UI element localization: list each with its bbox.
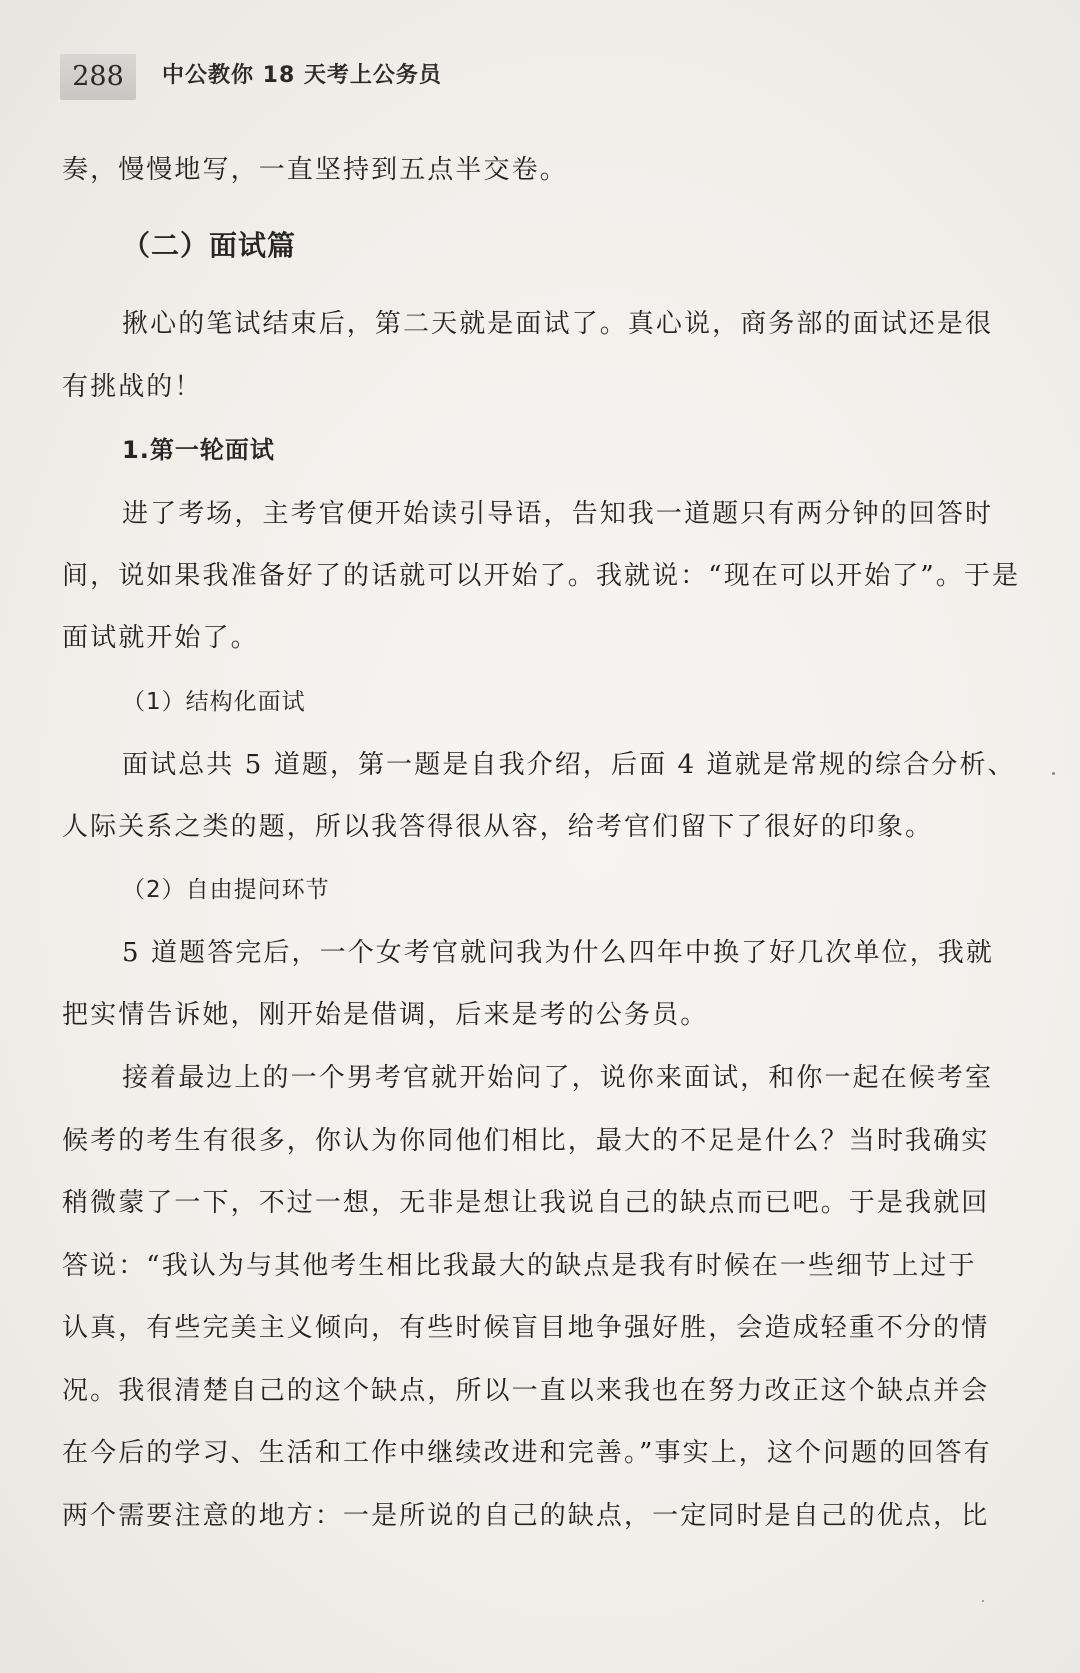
paper-speck xyxy=(982,1600,984,1602)
paragraph-line: 奏，慢慢地写，一直坚持到五点半交卷。 xyxy=(62,155,568,185)
running-header-title: 中公教你 18 天考上公务员 xyxy=(162,63,442,88)
paragraph-line: 间，说如果我准备好了的话就可以开始了。我就说：“现在可以开始了”。于是 xyxy=(62,561,1021,591)
paragraph-line: 人际关系之类的题，所以我答得很从容，给考官们留下了很好的印象。 xyxy=(62,812,934,842)
paragraph-line: 把实情告诉她，刚开始是借调，后来是考的公务员。 xyxy=(62,1000,709,1030)
paragraph-line: 在今后的学习、生活和工作中继续改进和完善。”事实上，这个问题的回答有 xyxy=(62,1438,992,1468)
page-number: 288 xyxy=(60,54,136,100)
paragraph-line: 候考的考生有很多，你认为你同他们相比，最大的不足是什么？当时我确实 xyxy=(62,1126,990,1156)
paragraph-line: 有挑战的！ xyxy=(62,372,203,402)
paragraph-line: 进了考场，主考官便开始读引导语，告知我一道题只有两分钟的回答时 xyxy=(122,499,994,529)
paragraph-line: 面试就开始了。 xyxy=(62,623,259,653)
paper-speck xyxy=(1052,772,1055,775)
paragraph-line: 认真，有些完美主义倾向，有些时候盲目地争强好胜，会造成轻重不分的情 xyxy=(62,1313,990,1343)
paragraph-line: 面试总共 5 道题，第一题是自我介绍，后面 4 道就是常规的综合分析、 xyxy=(122,750,1016,780)
paragraph-line: 稍微蒙了一下，不过一想，无非是想让我说自己的缺点而已吧。于是我就回 xyxy=(62,1188,990,1218)
paragraph-line: 况。我很清楚自己的这个缺点，所以一直以来我也在努力改正这个缺点并会 xyxy=(62,1376,990,1406)
paragraph-line: 答说：“我认为与其他考生相比我最大的缺点是我有时候在一些细节上过于 xyxy=(62,1251,977,1281)
minor-heading: （2）自由提问环节 xyxy=(122,877,330,903)
paragraph-line: 接着最边上的一个男考官就开始问了，说你来面试，和你一起在候考室 xyxy=(122,1063,994,1093)
paragraph-line: 两个需要注意的地方：一是所说的自己的缺点，一定同时是自己的优点，比 xyxy=(62,1501,990,1531)
subsection-heading: 1.第一轮面试 xyxy=(122,436,275,464)
minor-heading: （1）结构化面试 xyxy=(122,689,306,715)
section-heading: （二）面试篇 xyxy=(122,229,297,262)
paragraph-line: 揪心的笔试结束后，第二天就是面试了。真心说，商务部的面试还是很 xyxy=(122,309,994,339)
paragraph-line: 5 道题答完后，一个女考官就问我为什么四年中换了好几次单位，我就 xyxy=(122,938,995,968)
